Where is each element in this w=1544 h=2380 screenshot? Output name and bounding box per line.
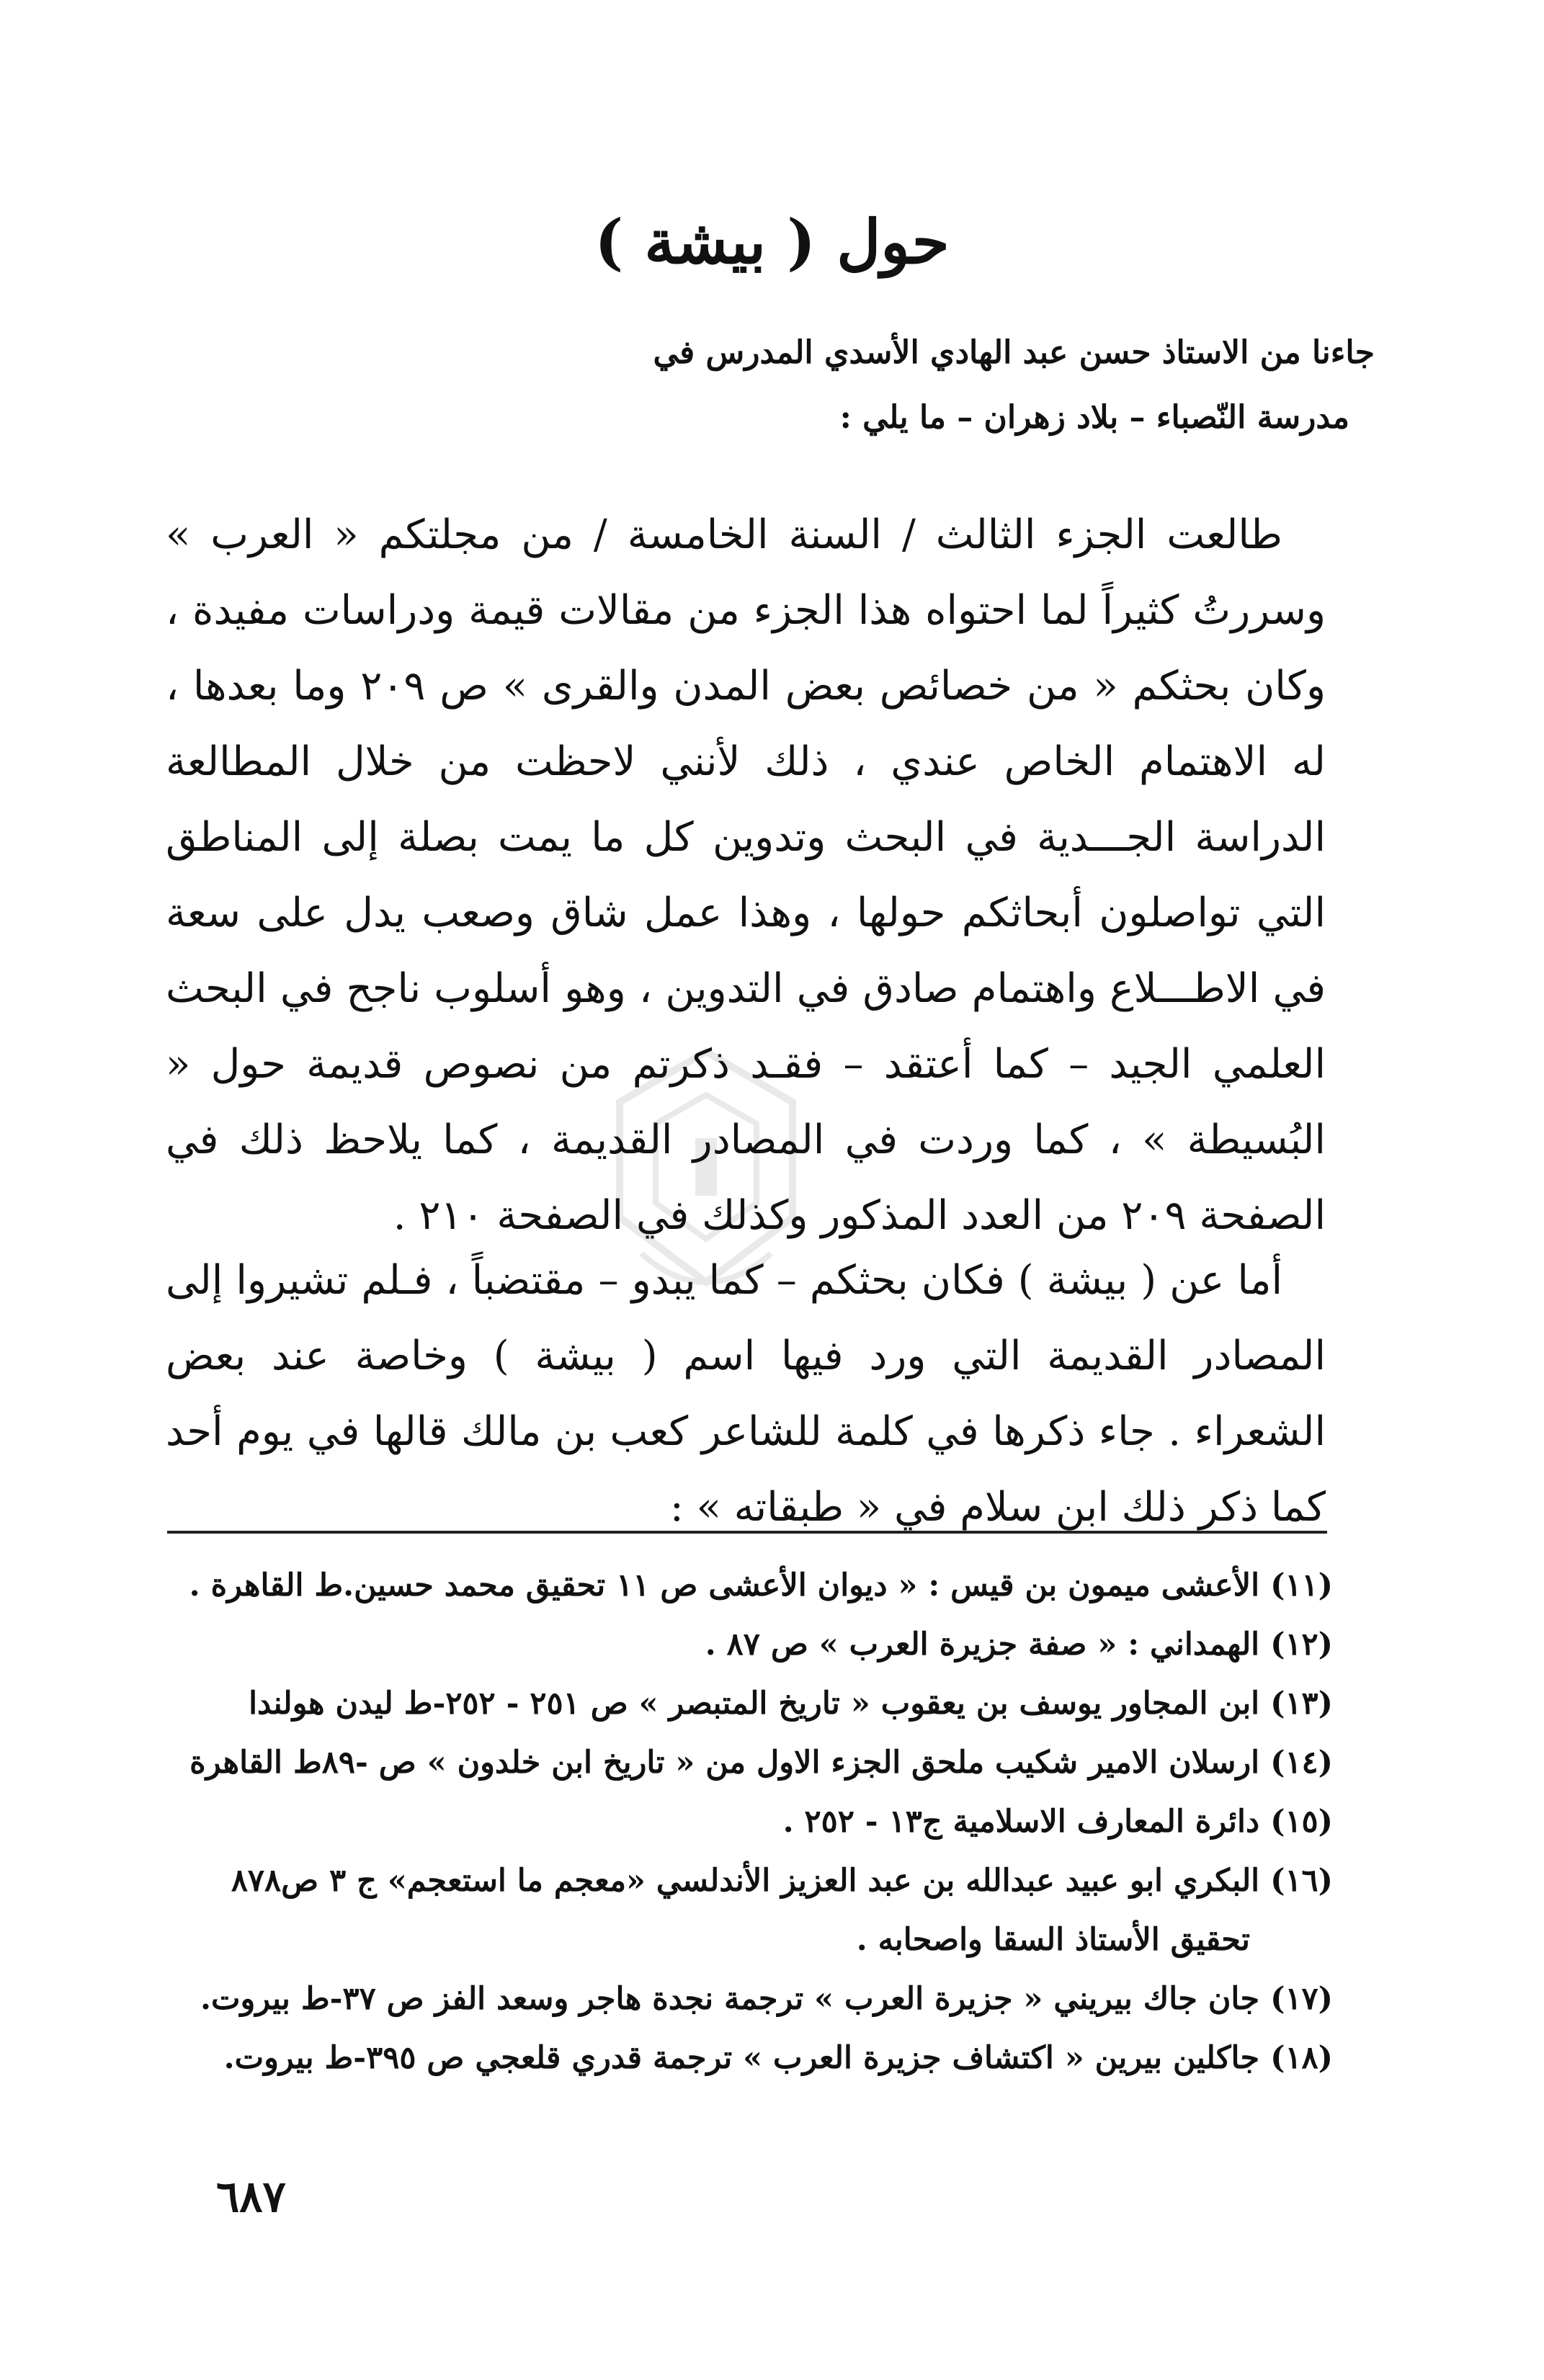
footnote-item: (١٣) ابن المجاور يوسف بن يعقوب « تاريخ المتبصر » ص ٢٥١ - ٢٥٢-ط ليدن هولندا	[249, 1686, 1333, 1722]
footnote-item: (١٢) الهمداني : « صفة جزيرة العرب » ص ٨٧ .	[705, 1627, 1333, 1663]
footnote-item: (١٨) جاكلين بيرين « اكتشاف جزيرة العرب » ترجمة قدري قلعجي ص ٣٩٥-ط بيروت.	[223, 2040, 1333, 2076]
paragraph-text: طالعت الجزء الثالث / السنة الخامسة / من مجلتكم « العرب » وسررتُ كثيراً لما احتواه هذا الجزء من مقالات قيمة ودراسات مفيدة ، وكان بحثكم « من خصائص بعض المدن والقرى » ص ٢٠٩ وما بعدها ، له الاهتمام الخاص عندي ، ذلك لأنني لاحظت من خلال المطالعة الدراسة الجـــدية في البحث وتدوين كل ما يمت بصلة إلى المناطق التي تواصلون أبحاثكم حولها ، وهذا عمل شاق وصعب يدل على سعة في الاطـــلاع واهتمام صادق في التدوين ، وهو أسلوب ناجح في البحث العلمي الجيد – كما أعتقد – فقـد ذكرتم من نصوص قديمة حول « البُسيطة » ، كما وردت في المصادر القديمة ، كما يلاحظ ذلك في الصفحة ٢٠٩ من العدد المذكور وكذلك في الصفحة ٢١٠ .	[166, 511, 1326, 1239]
paragraph-text: أما عن ( بيشة ) فكان بحثكم – كما يبدو – مقتضباً ، فـلم تشيروا إلى المصادر القديمة التي ورد فيها اسم ( بيشة ) وخاصة عند بعض الشعراء . جاء ذكرها في كلمة للشاعر كعب بن مالك قالها في يوم أحد كما ذكر ذلك ابن سلام في « طبقاته » :	[166, 1257, 1326, 1531]
footnotes-list	[166, 1556, 1333, 2088]
intro-line: مدرسة النّصباء – بلاد زهران – ما يلي :	[839, 399, 1349, 436]
footnote-item: (١٦) البكري ابو عبيد عبدالله بن عبد العزيز الأندلسي «معجم ما استعجم» ج ٣ ص٨٧٨	[231, 1863, 1333, 1899]
footnote-item: (١٤) ارسلان الامير شكيب ملحق الجزء الاول من « تاريخ ابن خلدون » ص -٨٩ط القاهرة	[189, 1745, 1333, 1781]
article-title: حول ( بيشة )	[594, 206, 950, 278]
footnote-item: (١١) الأعشى ميمون بن قيس : « ديوان الأعشى ص ١١ تحقيق محمد حسين.ط القاهرة .	[189, 1567, 1333, 1603]
footnote-divider	[167, 1531, 1327, 1534]
footnote-continuation: تحقيق الأستاذ السقا واصحابه .	[856, 1922, 1250, 1958]
footnote-item: (١٧) جان جاك بيريني « جزيرة العرب » ترجمة نجدة هاجر وسعد الفز ص ٣٧-ط بيروت.	[200, 1981, 1333, 2017]
footnote-item: (١٥) دائرة المعارف الاسلامية ج١٣ - ٢٥٢ .	[782, 1804, 1333, 1840]
intro-note	[654, 321, 1375, 450]
page-number: ٦٨٧	[216, 2172, 286, 2222]
intro-line: جاءنا من الاستاذ حسن عبد الهادي الأسدي المدرس في	[653, 334, 1375, 371]
body-paragraph-1	[166, 497, 1326, 1253]
body-paragraph-2	[166, 1243, 1326, 1545]
